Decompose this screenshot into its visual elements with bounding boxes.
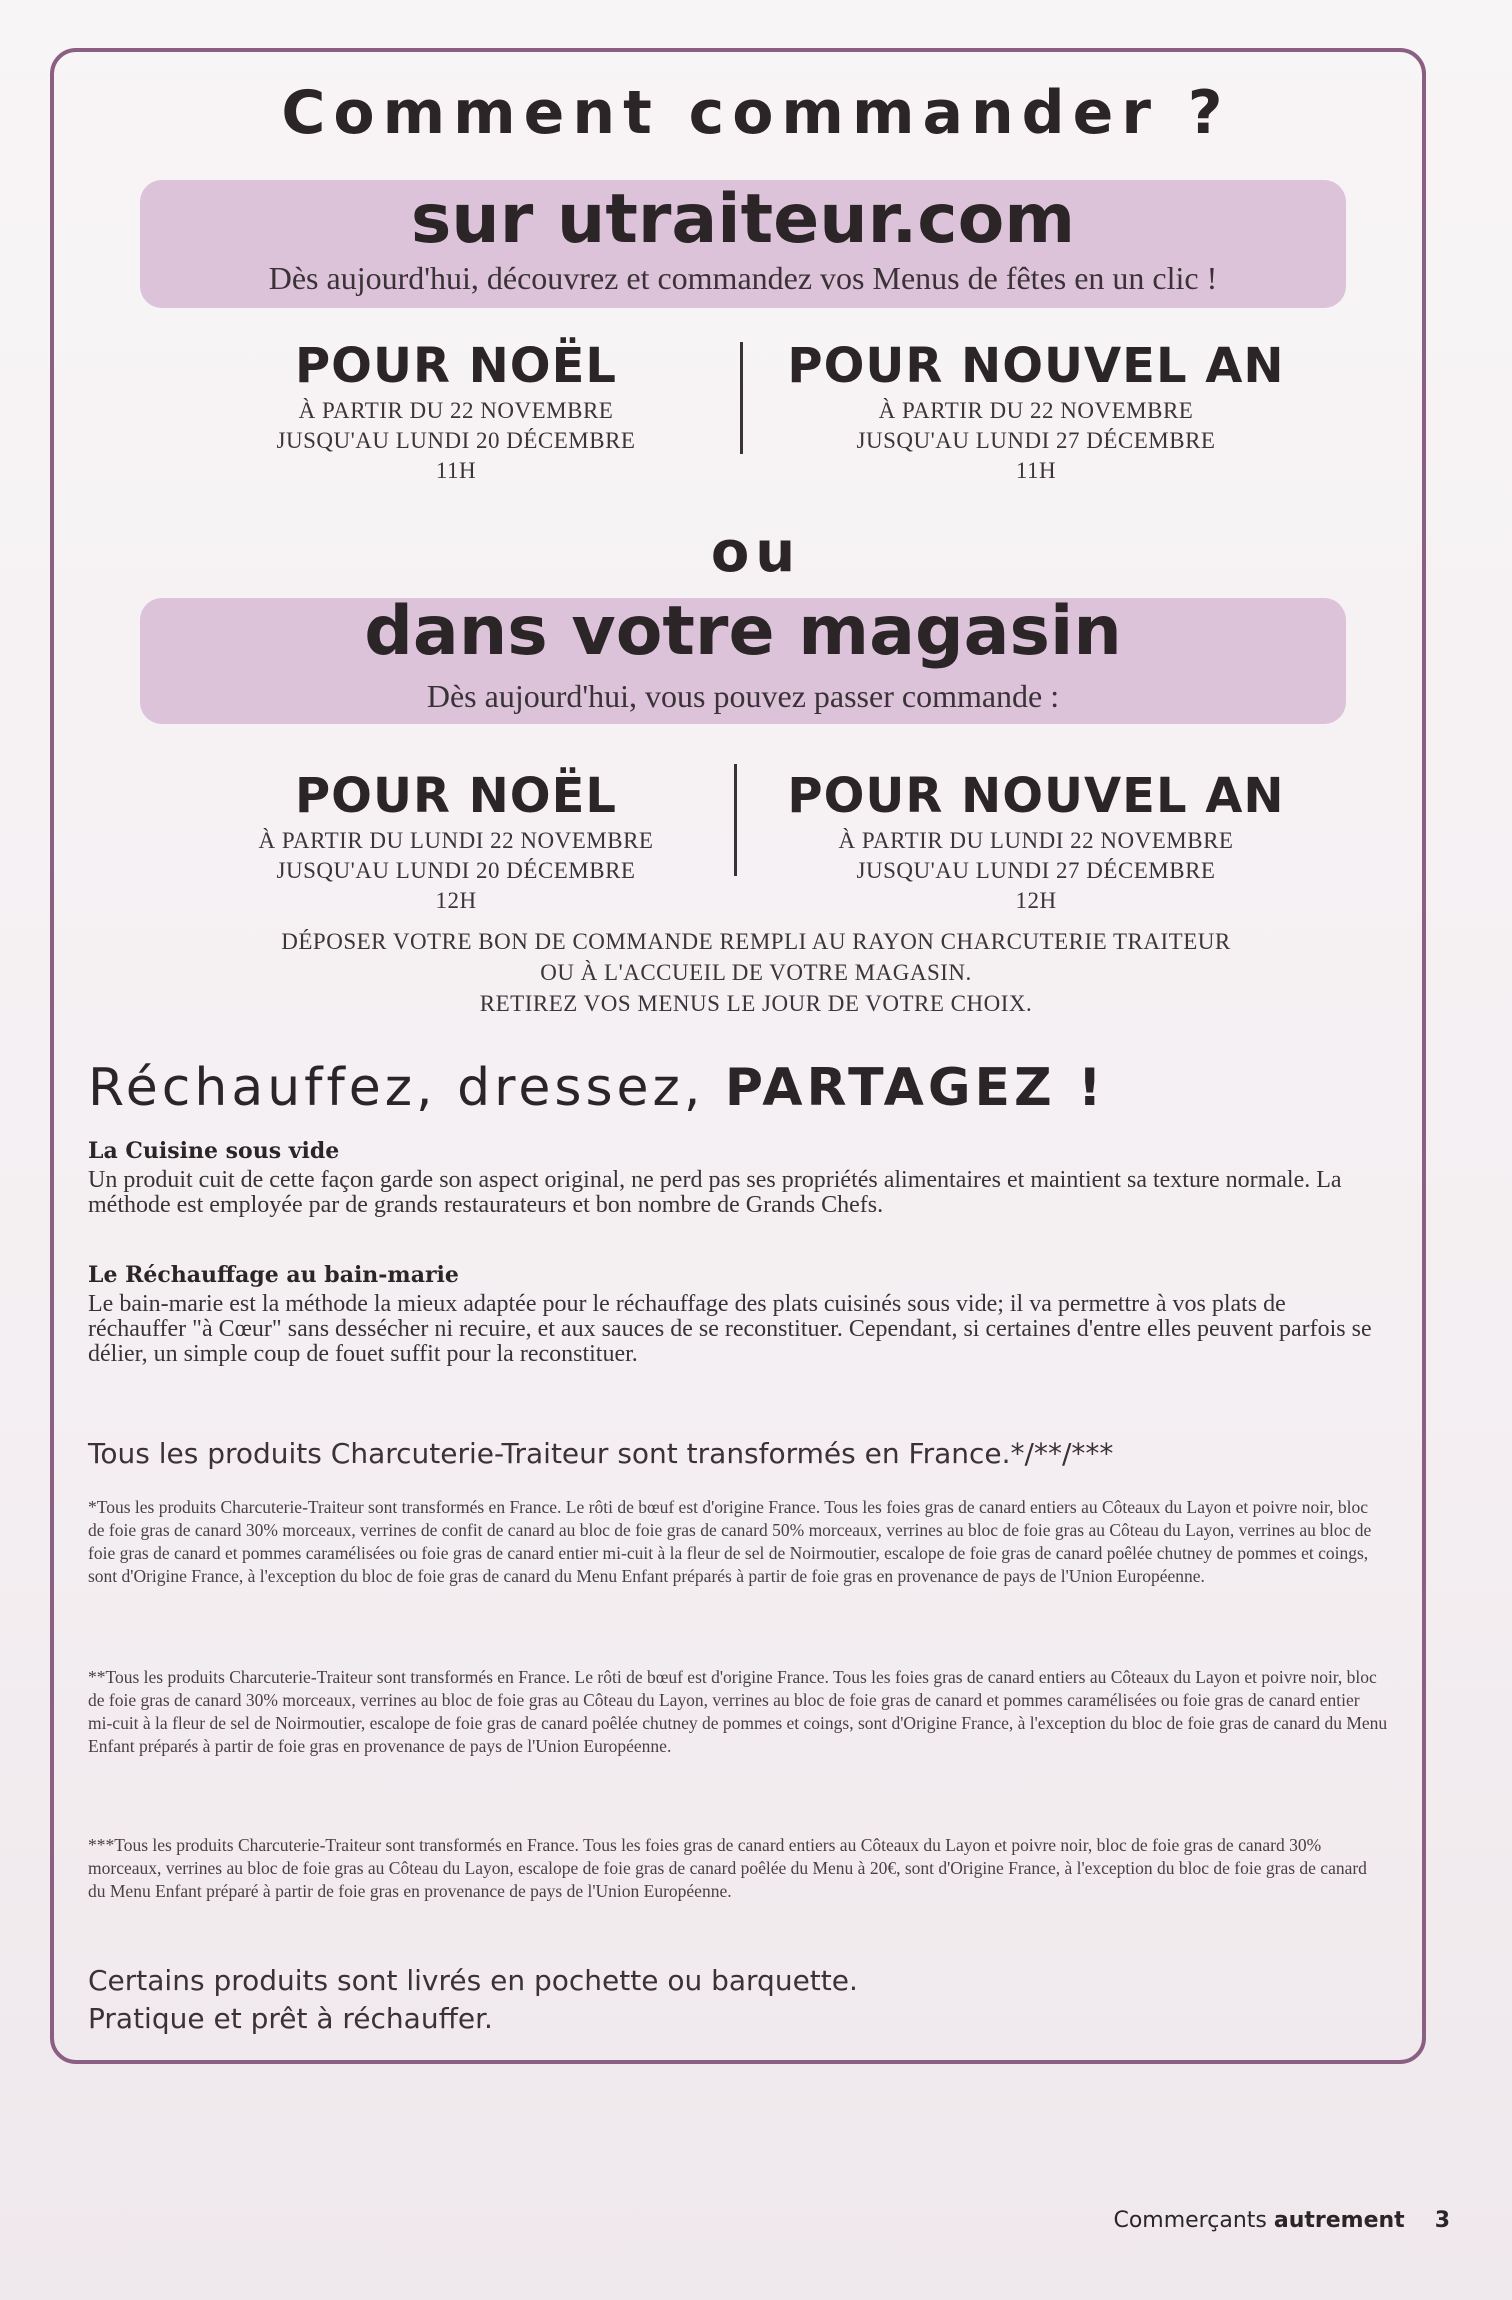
store-noel-heading: POUR NOËL bbox=[295, 768, 617, 824]
store-nouvel-an-block bbox=[776, 766, 1296, 916]
store-noel-block bbox=[196, 766, 716, 916]
footer-brand-regular: Commerçants bbox=[1113, 2208, 1274, 2233]
store-nouvel-an-start: À PARTIR DU LUNDI 22 NOVEMBRE bbox=[838, 828, 1234, 853]
page-title: Comment commander ? bbox=[281, 78, 1231, 148]
store-order-banner bbox=[140, 592, 1346, 724]
store-noel-start: À PARTIR DU LUNDI 22 NOVEMBRE bbox=[258, 828, 654, 853]
footnote-2: **Tous les produits Charcuterie-Traiteur sont transformés en France. Le rôti de bœuf est d'origine France. Tous les foies gras de canard entiers au Côteaux du Layon et poivre noir, bloc de foie gras de canard 30% morceaux, verrines au bloc de foie gras au Côteau du Layon, verrines au bloc de foie gras de canard et pommes caramélisées ou foie gras de canard entier mi-cuit à la fleur de sel de Noirmoutier, escalope de foie gras de canard poêlée chutney de pommes et coings, sont d'Origine France, à l'exception du bloc de foie gras de canard du Menu Enfant préparés à partir de foie gras en provenance de pays de l'Union Européenne. bbox=[88, 1667, 1388, 1756]
store-order-subtitle: Dès aujourd'hui, vous pouvez passer commande : bbox=[426, 678, 1060, 714]
online-nouvel-an-time: 11H bbox=[1015, 458, 1057, 483]
store-nouvel-an-end: JUSQU'AU LUNDI 27 DÉCEMBRE bbox=[856, 858, 1216, 883]
page-number: 3 bbox=[1434, 2208, 1450, 2233]
online-order-heading: sur utraiteur.com bbox=[410, 180, 1076, 259]
page-footer bbox=[1113, 2208, 1450, 2233]
reheat-section-title bbox=[88, 1058, 1428, 1118]
online-nouvel-an-start: À PARTIR DU 22 NOVEMBRE bbox=[878, 398, 1194, 423]
bain-marie-text: Le bain-marie est la méthode la mieux adaptée pour le réchauffage des plats cuisinés sous vide; il va permettre à vos plats de réchauffer "à Cœur" sans dessécher ni recuire, et aux sauces de se reconstituer. Cependant, si certaines d'entre elles peuvent parfois se délier, un simple coup de fouet suffit pour la reconstituer. bbox=[88, 1291, 1372, 1367]
origin-statement: Tous les produits Charcuterie-Traiteur sont transformés en France.*/**/*** bbox=[88, 1437, 1114, 1470]
online-noel-heading: POUR NOËL bbox=[295, 338, 617, 394]
store-noel-time: 12H bbox=[435, 888, 477, 913]
closing-line-2: Pratique et prêt à réchauffer. bbox=[88, 2002, 493, 2035]
sous-vide-heading: La Cuisine sous vide bbox=[88, 1138, 340, 1164]
online-nouvel-an-end: JUSQU'AU LUNDI 27 DÉCEMBRE bbox=[856, 428, 1216, 453]
sous-vide-text: Un produit cuit de cette façon garde son aspect original, ne perd pas ses propriétés alimentaires et maintient sa texture normale. La méthode est employée par de grands restaurateurs et bon nombre de Grands Chefs. bbox=[88, 1167, 1342, 1218]
or-separator: ou bbox=[710, 520, 802, 585]
footnote-1: *Tous les produits Charcuterie-Traiteur sont transformés en France. Le rôti de bœuf est d'origine France. Tous les foies gras de canard entiers au Côteaux du Layon et poivre noir, bloc de foie gras de canard 30% morceaux, verrines de confit de canard au bloc de foie gras de canard 50% morceaux, verrines au bloc de foie gras au Côteau du Layon, verrines au bloc de foie gras de canard et pommes caramélisées ou foie gras de canard entier mi-cuit à la fleur de sel de Noirmoutier, escalope de foie gras de canard poêlée chutney de pommes et coings, sont d'Origine France, à l'exception du bloc de foie gras de canard du Menu Enfant préparés à partir de foie gras en provenance de pays de l'Union Européenne. bbox=[88, 1497, 1372, 1586]
store-instruction-line: DÉPOSER VOTRE BON DE COMMANDE REMPLI AU RAYON CHARCUTERIE TRAITEUR bbox=[281, 929, 1231, 954]
online-noel-time: 11H bbox=[435, 458, 477, 483]
online-nouvel-an-heading: POUR NOUVEL AN bbox=[787, 338, 1285, 394]
online-order-subtitle: Dès aujourd'hui, découvrez et commandez vos Menus de fêtes en un clic ! bbox=[268, 260, 1218, 296]
store-column-divider bbox=[734, 764, 737, 876]
reheat-title-part2: PARTAGEZ ! bbox=[724, 1058, 1106, 1118]
online-nouvel-an-block bbox=[776, 336, 1296, 486]
store-nouvel-an-time: 12H bbox=[1015, 888, 1057, 913]
footnote-3: ***Tous les produits Charcuterie-Traiteur sont transformés en France. Tous les foies gras de canard entiers au Côteaux du Layon et poivre noir, bloc de foie gras de canard 30% morceaux, verrines au bloc de foie gras au Côteau du Layon, escalope de foie gras de canard poêlée du Menu à 20€, sont d'Origine France, à l'exception du bloc de foie gras de canard du Menu Enfant préparé à partir de foie gras en provenance de pays de l'Union Européenne. bbox=[88, 1835, 1367, 1901]
closing-note bbox=[88, 1962, 1288, 2038]
online-column-divider bbox=[740, 342, 743, 454]
store-order-heading: dans votre magasin bbox=[364, 592, 1122, 671]
online-noel-end: JUSQU'AU LUNDI 20 DÉCEMBRE bbox=[276, 428, 636, 453]
store-instruction-line: OU À L'ACCUEIL DE VOTRE MAGASIN. bbox=[540, 960, 972, 985]
online-noel-start: À PARTIR DU 22 NOVEMBRE bbox=[298, 398, 614, 423]
reheat-title-part1: Réchauffez, dressez, bbox=[88, 1058, 725, 1118]
footer-brand-bold: autrement bbox=[1273, 2208, 1405, 2233]
store-noel-end: JUSQU'AU LUNDI 20 DÉCEMBRE bbox=[276, 858, 636, 883]
sous-vide-block bbox=[88, 1138, 1388, 1218]
store-instructions bbox=[150, 926, 1362, 1019]
bain-marie-block bbox=[88, 1262, 1388, 1367]
online-noel-block bbox=[196, 336, 716, 486]
closing-line-1: Certains produits sont livrés en pochette ou barquette. bbox=[88, 1964, 858, 1997]
store-instruction-line: RETIREZ VOS MENUS LE JOUR DE VOTRE CHOIX. bbox=[479, 991, 1033, 1016]
store-nouvel-an-heading: POUR NOUVEL AN bbox=[787, 768, 1285, 824]
bain-marie-heading: Le Réchauffage au bain-marie bbox=[88, 1262, 459, 1288]
online-order-banner bbox=[140, 180, 1346, 308]
